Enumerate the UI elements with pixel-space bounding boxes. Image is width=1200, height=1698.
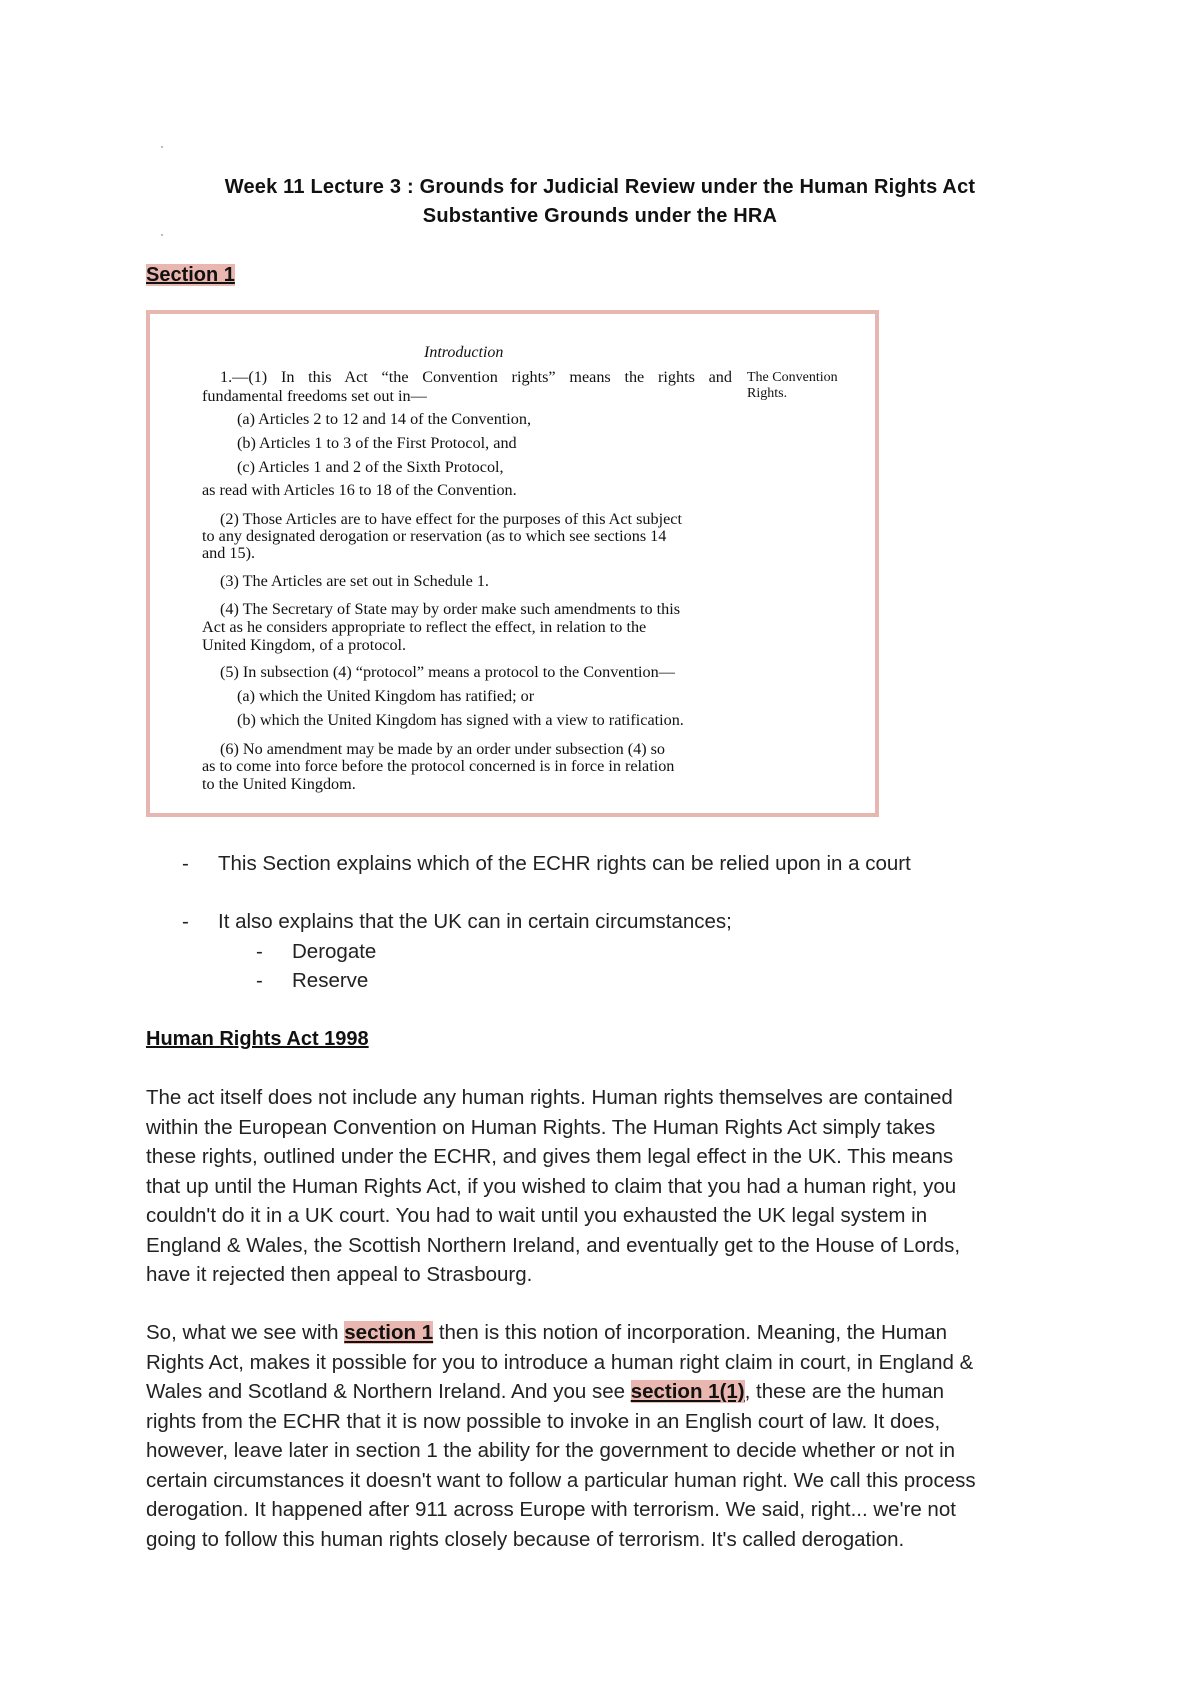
statute-line: and 15).: [202, 544, 256, 562]
bullet-dash: -: [256, 969, 263, 992]
paragraph-text: So, what we see with: [146, 1321, 345, 1344]
paragraph-line: within the European Convention on Human Rights. The Human Rights Act simply takes: [146, 1115, 936, 1139]
paragraph-line: rights from the ECHR that it is now possible to invoke in an English court of law. It does,: [146, 1409, 941, 1433]
paragraph-line: England & Wales, the Scottish Northern Ireland, and eventually get to the House of Lords,: [146, 1233, 961, 1257]
scan-artifact-dot: [161, 146, 163, 148]
statute-line: Act as he considers appropriate to reflect the effect, in relation to the: [202, 618, 647, 636]
paragraph-text: , these are the human: [744, 1380, 945, 1403]
paragraph-line: couldn't do it in a UK court. You had to wait until you exhausted the UK legal system in: [146, 1204, 928, 1227]
paragraph-line: Rights Act, makes it possible for you to introduce a human right claim in court, in England &: [146, 1350, 974, 1374]
statute-line: (3) The Articles are set out in Schedule 1.: [220, 572, 489, 590]
statute-line: (6) No amendment may be made by an order under subsection (4) so: [220, 740, 666, 758]
statute-heading: Introduction: [424, 344, 504, 361]
bullet-dash: -: [182, 852, 189, 875]
statute-line: as to come into force before the protocol concerned is in force in relation: [202, 757, 675, 775]
statute-margin-note: The Convention: [747, 370, 838, 385]
statute-line: (b) which the United Kingdom has signed with a view to ratification.: [237, 711, 684, 729]
scan-artifact-dot: [161, 234, 163, 236]
bullet-dash: -: [256, 940, 263, 963]
paragraph-line: going to follow this human rights closely because of terrorism. It's called derogation.: [146, 1527, 905, 1551]
statute-line: as read with Articles 16 to 18 of the Convention.: [202, 481, 517, 499]
statute-line: (c) Articles 1 and 2 of the Sixth Protocol,: [237, 458, 504, 476]
section-1-heading: [146, 264, 235, 287]
statute-line: United Kingdom, of a protocol.: [202, 636, 407, 654]
section-1-1-reference: section 1(1): [630, 1380, 745, 1403]
bullet-text: Derogate: [292, 940, 377, 963]
bullet-text: Reserve: [292, 969, 369, 992]
paragraph-line: The act itself does not include any human rights. Human rights themselves are contained: [146, 1086, 953, 1109]
statute-line: (2) Those Articles are to have effect for the purposes of this Act subject: [220, 510, 682, 528]
paragraph-line: that up until the Human Rights Act, if you wished to claim that you had a human right, you: [146, 1174, 957, 1198]
statute-line: to any designated derogation or reservation (as to which see sections 14: [202, 527, 667, 545]
paragraph-line: certain circumstances it doesn't want to follow a particular human right. We call this process: [146, 1468, 976, 1492]
paragraph-line: derogation. It happened after 911 across Europe with terrorism. We said, right... we're not: [146, 1498, 956, 1521]
statute-line: (a) which the United Kingdom has ratified; or: [237, 687, 535, 705]
statute-line: (b) Articles 1 to 3 of the First Protocol, and: [237, 434, 517, 452]
hra-paragraph-1: [146, 1083, 1066, 1290]
statute-excerpt-image: [146, 310, 879, 817]
hra-paragraph-2: [146, 1318, 1066, 1554]
statute-margin-note: Rights.: [747, 386, 788, 401]
bullet-text: This Section explains which of the ECHR rights can be relied upon in a court: [218, 852, 911, 875]
section-1-heading-text: Section 1: [146, 264, 235, 286]
paragraph-line: [146, 1377, 1066, 1407]
hra-heading: Human Rights Act 1998: [146, 1028, 369, 1050]
statute-line: 1.—(1) In this Act “the Convention rights” means the rights and: [220, 368, 732, 386]
paragraph-line: however, leave later in section 1 the ability for the government to decide whether or not in: [146, 1439, 956, 1462]
document-title: Week 11 Lecture 3 : Grounds for Judicial Review under the Human Rights Act: [224, 176, 976, 198]
statute-line: (a) Articles 2 to 12 and 14 of the Convention,: [237, 410, 532, 428]
paragraph-line: [146, 1318, 1066, 1348]
statute-line: fundamental freedoms set out in—: [202, 387, 427, 405]
bullet-text: It also explains that the UK can in certain circumstances;: [218, 910, 732, 933]
statute-line: to the United Kingdom.: [202, 775, 356, 793]
paragraph-line: these rights, outlined under the ECHR, and gives them legal effect in the UK. This means: [146, 1145, 954, 1168]
bullet-dash: -: [182, 910, 189, 933]
statute-line: (4) The Secretary of State may by order make such amendments to this: [220, 600, 681, 618]
paragraph-text: Wales and Scotland & Northern Ireland. And you see: [146, 1380, 631, 1403]
statute-line: (5) In subsection (4) “protocol” means a protocol to the Convention—: [220, 663, 675, 681]
paragraph-text: then is this notion of incorporation. Meaning, the Human: [433, 1321, 948, 1344]
section-1-reference: section 1: [344, 1321, 434, 1344]
document-subtitle: Substantive Grounds under the HRA: [422, 205, 778, 227]
paragraph-line: have it rejected then appeal to Strasbourg.: [146, 1263, 533, 1286]
